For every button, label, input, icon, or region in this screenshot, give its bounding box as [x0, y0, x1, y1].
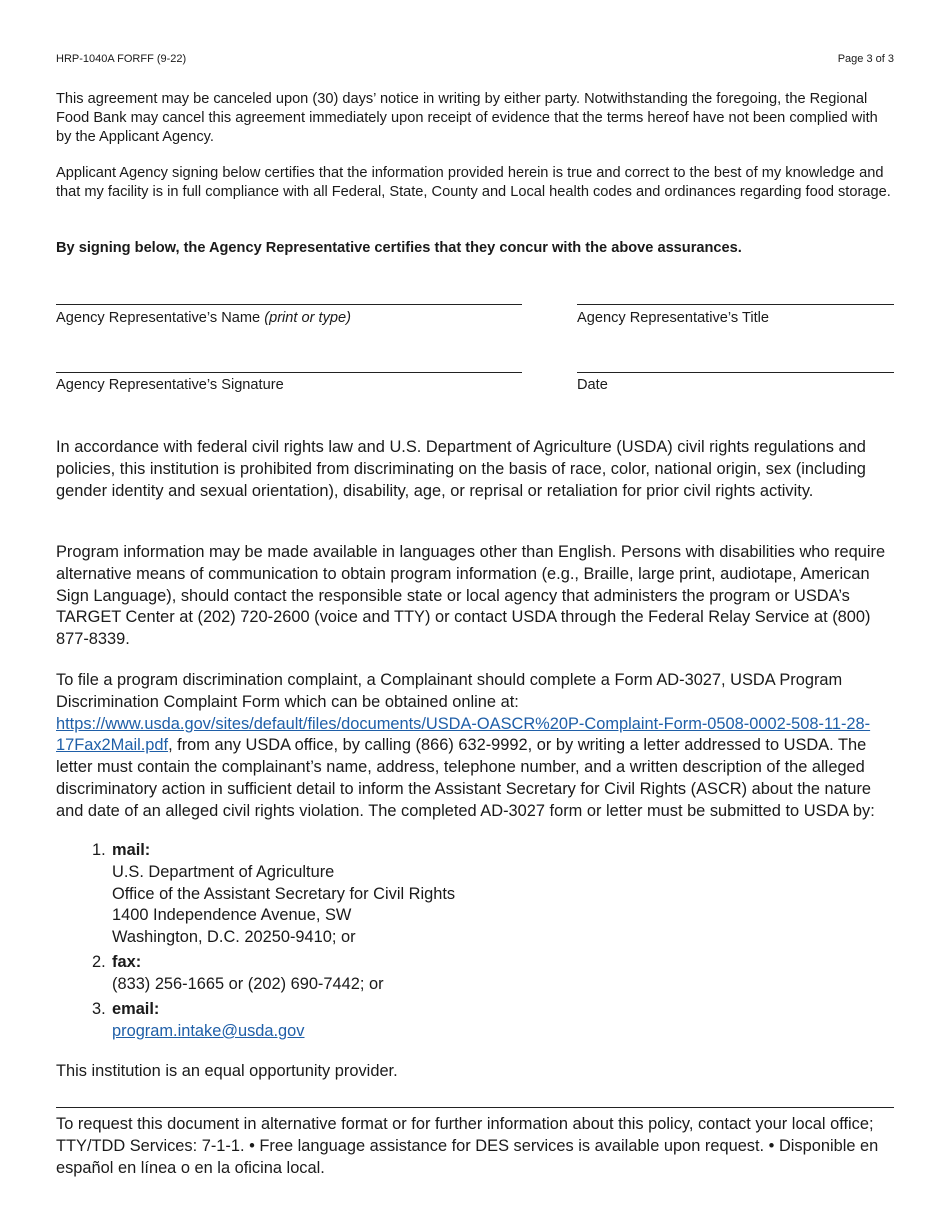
name-label: Agency Representative’s Name (print or type): [56, 310, 351, 326]
form-id: HRP-1040A FORFF (9-22): [56, 53, 187, 65]
email-link[interactable]: program.intake@usda.gov: [112, 1021, 305, 1040]
complaint-paragraph: To file a program discrimination complaint, a Complainant should complete a Form AD-3027, USDA Program Discrimination Complaint Form which can be obtained online at: https://www.usda.gov/sites/default/files/documents/USDA-OASCR%20P-Complaint-Form-0508-0002-508-11-28-17Fax2Mail.pdf, from any USDA office, by calling (866) 632-9992, or by writing a letter addressed to USDA. The letter must contain the complainant’s name, address, telephone number, and a written description of the alleged discriminatory action in sufficient detail to inform the Assistant Secretary for Civil Rights (ASCR) about the nature and date of an alleged civil rights violation. The completed AD-3027 form or letter must be submitted to USDA by:: [56, 671, 875, 820]
fax-label: fax:: [112, 953, 142, 971]
title-line[interactable]: [577, 304, 894, 305]
footer-text: To request this document in alternative format or for further information about this policy, contact your local office; TTY/TDD Services: 7-1-1. • Free language assistance for DES services is available upon request. • Disponible en español en línea o en la oficina local.: [56, 1115, 879, 1177]
list-number: 3.: [92, 1000, 106, 1018]
civil-rights-paragraph: In accordance with federal civil rights law and U.S. Department of Agriculture (USDA) civil rights regulations and policies, this institution is prohibited from discriminating on the basis of race, color, national origin, sex (including gender identity and sexual orientation), disability, age, or reprisal or retaliation for prior civil rights activity.: [56, 438, 866, 500]
program-info-paragraph: Program information may be made available in languages other than English. Persons with disabilities who require alternative means of communication to obtain program information (e.g., Braille, large print, audiotape, American Sign Language), should contact the responsible state or local agency that administers the program or USDA’s TARGET Center at (202) 720-2600 (voice and TTY) or contact USDA through the Federal Relay Service at (800) 877-8339.: [56, 543, 886, 649]
address-line: Washington, D.C. 20250-9410; or: [112, 928, 356, 947]
name-hint: (print or type): [264, 310, 351, 326]
email-label: email:: [112, 1000, 160, 1018]
address-line: Office of the Assistant Secretary for Civil Rights: [112, 884, 456, 903]
signature-line[interactable]: [56, 372, 522, 373]
cancel-paragraph: This agreement may be canceled upon (30) days’ notice in writing by either party. Notwithstanding the foregoing, the Regional Food Bank may cancel this agreement immediately upon receipt of evidence that the terms hereof have not been complied with by the Applicant Agency.: [56, 91, 878, 145]
concur-statement: By signing below, the Agency Representative certifies that they concur with the above assurances.: [56, 240, 742, 256]
date-line[interactable]: [577, 372, 894, 373]
title-label: Agency Representative’s Title: [577, 310, 769, 326]
mail-label: mail:: [112, 841, 151, 859]
list-number: 2.: [92, 953, 106, 971]
address-line: 1400 Independence Avenue, SW: [112, 906, 352, 925]
certify-paragraph: Applicant Agency signing below certifies that the information provided herein is true and correct to the best of my knowledge and that my facility is in full compliance with all Federal, State, County and Local health codes and ordinances regarding food storage.: [56, 165, 891, 200]
name-line[interactable]: [56, 304, 522, 305]
signature-label: Agency Representative’s Signature: [56, 377, 284, 393]
fax-numbers: (833) 256-1665 or (202) 690-7442; or: [112, 974, 384, 993]
list-number: 1.: [92, 841, 106, 859]
footer-divider: [56, 1107, 894, 1108]
address-line: U.S. Department of Agriculture: [112, 862, 335, 881]
equal-opportunity-statement: This institution is an equal opportunity provider.: [56, 1062, 398, 1080]
page-number: Page 3 of 3: [837, 53, 894, 65]
complaint-form-link[interactable]: https://www.usda.gov/sites/default/files/documents/USDA-OASCR%20P-Complaint-Form-0508-0002-508-11-28-17Fax2Mail.pdf: [56, 714, 871, 755]
date-label: Date: [577, 377, 608, 393]
